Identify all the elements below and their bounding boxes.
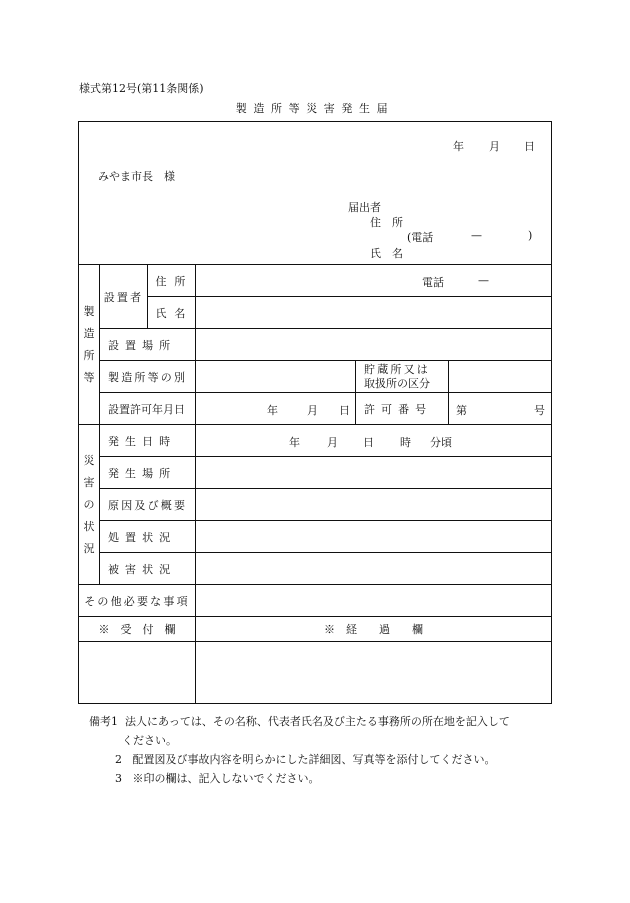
location-field[interactable] — [196, 329, 552, 361]
report-form-table — [78, 121, 552, 704]
installer-name-field[interactable] — [196, 297, 552, 329]
addressee: みやま市長 様 — [98, 170, 175, 183]
phone-close: ) — [528, 229, 533, 242]
applicant-name-label: 氏 名 — [370, 247, 403, 260]
header-year: 年 — [453, 140, 464, 153]
action-field[interactable] — [196, 521, 552, 553]
permit-number-label: 許可番号 — [356, 393, 449, 425]
phone-dash: — — [471, 229, 482, 242]
occurrence-datetime-field[interactable]: 年 月 日 時 分頃 — [196, 425, 552, 457]
occurrence-datetime-label: 発生日時 — [100, 425, 196, 457]
damage-label: 被害状況 — [100, 553, 196, 585]
progress-field — [196, 642, 552, 704]
installer-name-label: 氏 名 — [148, 297, 196, 329]
permit-date-label: 設置許可年月日 — [100, 393, 196, 425]
other-matters-label: その他必要な事項 — [79, 585, 196, 617]
form-title: 製造所等災害発生届 — [235, 102, 395, 115]
form-id: 様式第12号(第11条関係) — [79, 82, 204, 95]
header-day: 日 — [524, 140, 535, 153]
header-block — [79, 122, 552, 265]
phone-open: (電話 — [407, 231, 434, 244]
installer-label: 設置者 — [100, 265, 148, 329]
action-label: 処置状況 — [100, 521, 196, 553]
installer-address-field[interactable] — [196, 265, 552, 297]
note-1: 備考1 法人にあっては、その名称、代表者氏名及び主たる事務所の所在地を記入して — [89, 715, 510, 728]
facility-group-label: 製 造 所 等 — [79, 265, 100, 425]
permit-date-field[interactable]: 年 月 日 — [196, 393, 356, 425]
facility-type-field[interactable] — [196, 361, 356, 393]
applicant-label: 届出者 — [348, 201, 381, 214]
notes — [89, 712, 559, 788]
occurrence-place-field[interactable] — [196, 457, 552, 489]
applicant-address-label: 住 所 — [370, 216, 403, 229]
location-label: 設置場所 — [100, 329, 196, 361]
progress-label: ※ 経 過 欄 — [196, 617, 552, 642]
disaster-group-label: 災 害 の 状 況 — [79, 425, 100, 585]
facility-type-label: 製造所等の別 — [100, 361, 196, 393]
note-2: 2 配置図及び事故内容を明らかにした詳細図、写真等を添付してください。 — [115, 753, 496, 766]
note-1-continued: ください。 — [122, 734, 177, 747]
installer-phone-label: 電話 — [422, 276, 444, 289]
reception-label: ※ 受 付 欄 — [79, 617, 196, 642]
cause-field[interactable] — [196, 489, 552, 521]
installer-address-label: 住 所 — [148, 265, 196, 297]
damage-field[interactable] — [196, 553, 552, 585]
storage-class-label: 貯蔵所又は 取扱所の区分 — [356, 361, 449, 393]
cause-label: 原因及び概要 — [100, 489, 196, 521]
other-matters-field[interactable] — [196, 585, 552, 617]
occurrence-place-label: 発生場所 — [100, 457, 196, 489]
note-3: 3 ※印の欄は、記入しないでください。 — [115, 772, 320, 785]
installer-phone-dash: — — [478, 274, 489, 287]
storage-class-field[interactable] — [449, 361, 552, 393]
header-month: 月 — [489, 140, 500, 153]
reception-field — [79, 642, 196, 704]
permit-number-field[interactable]: 第 号 — [449, 393, 552, 425]
